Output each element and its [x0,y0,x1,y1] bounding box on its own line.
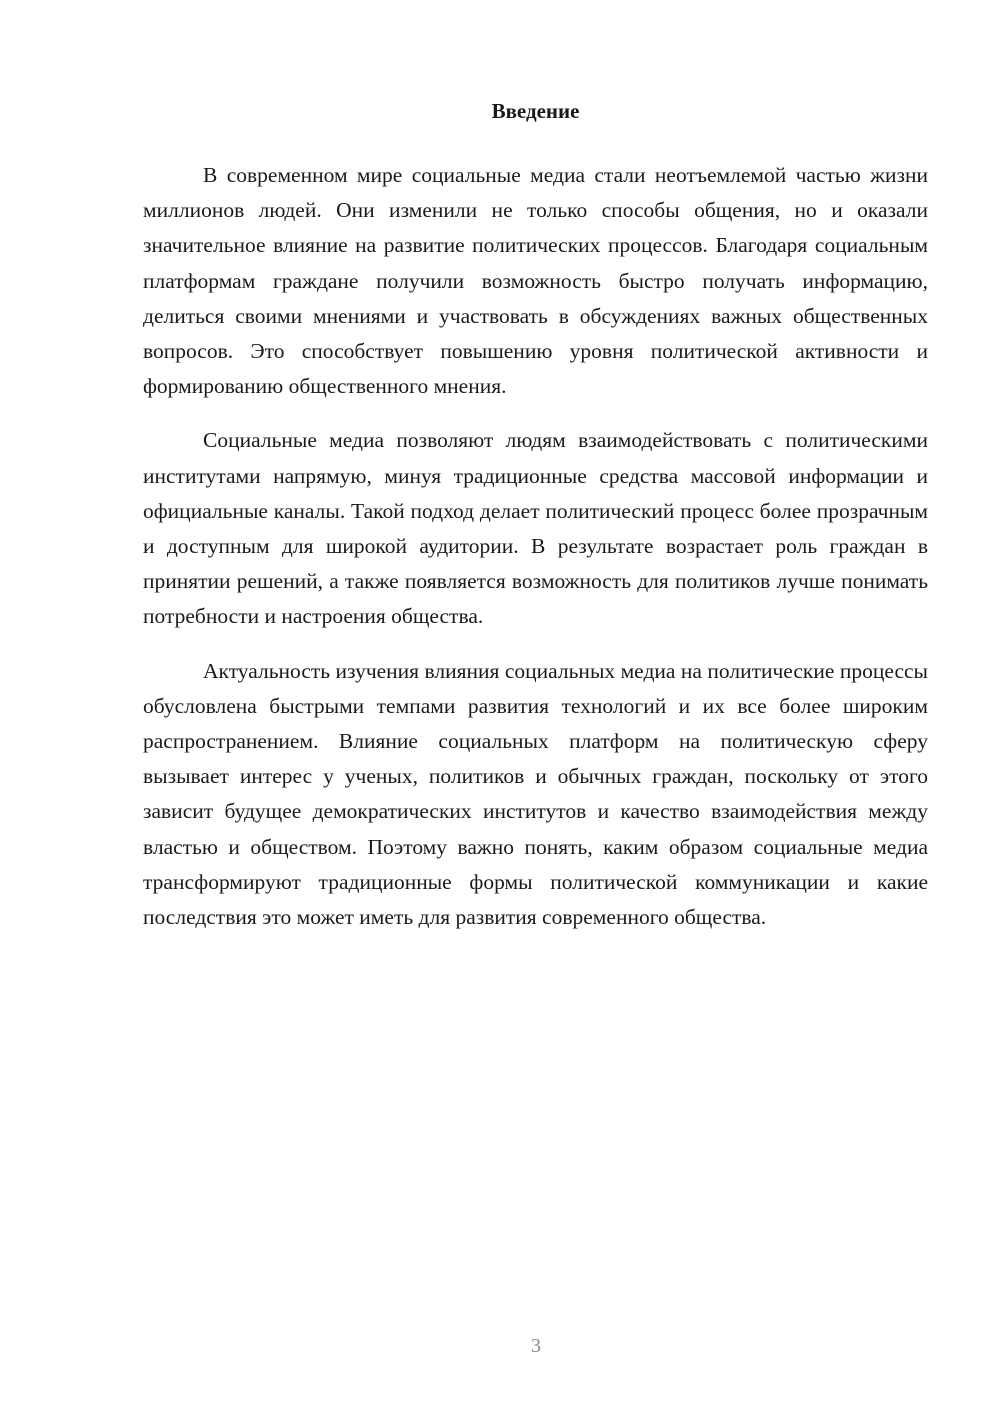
page-content [143,96,928,935]
paragraph-3: Актуальность изучения влияния социальных медиа на политические процессы обусловлена быстрыми темпами развития технологий и их все более широким распространением. Влияние социальных платформ на политическую сферу вызывает интерес у ученых, политиков и обычных граждан, поскольку от этого зависит будущее демократических институтов и качество взаимодействия между властью и обществом. Поэтому важно понять, каким образом социальные медиа трансформируют традиционные формы политической коммуникации и какие последствия это может иметь для развития современного общества. [143,658,928,930]
paragraph-1: В современном мире социальные медиа стали неотъемлемой частью жизни миллионов людей. Они изменили не только способы общения, но и оказали значительное влияние на развитие политических процессов. Благодаря социальным платформам граждане получили возможность быстро получать информацию, делиться своими мнениями и участвовать в обсуждениях важных общественных вопросов. Это способствует повышению уровня политической активности и формированию общественного мнения. [143,163,928,399]
page-number: 3 [531,1335,541,1357]
section-heading: Введение [491,99,580,123]
paragraph-2: Социальные медиа позволяют людям взаимодействовать с политическими институтами напрямую, минуя традиционные средства массовой информации и официальные каналы. Такой подход делает политический процесс более прозрачным и доступным для широкой аудитории. В результате возрастает роль граждан в принятии решений, а также появляется возможность для политиков лучше понимать потребности и настроения общества. [143,428,928,629]
